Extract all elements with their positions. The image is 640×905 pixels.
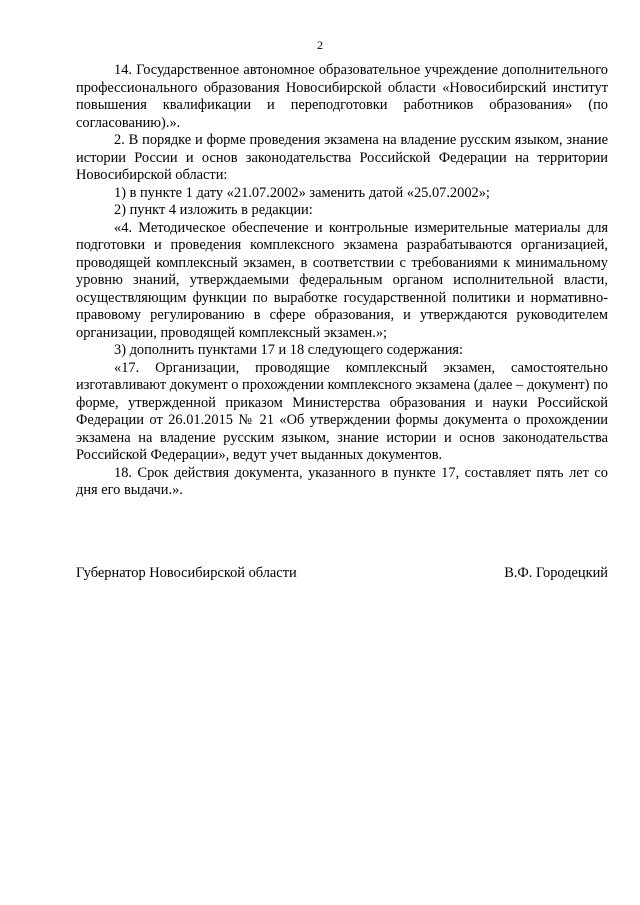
paragraph-date-change: 1) в пункте 1 дату «21.07.2002» заменить датой «25.07.2002»; (114, 184, 490, 201)
paragraph-add-points: 3) дополнить пунктами 17 и 18 следующего содержания: (114, 342, 464, 358)
paragraph-14-institute: 14. Государственное автономное образовательное учреждение дополнительного профессионального образования Новосибирской области «Новосибирский институт повышения квалификации и переподготовки работников образования» (по согласованию).». (76, 62, 608, 131)
paragraph-point-17: «17. Организации, проводящие комплексный экзамен, самостоятельно изготавливают документ о прохождении комплексного экзамена (далее – документ) по форме, утвержденной приказом Министерства образования и науки Российской Федерации от 26.01.2015 № 21 «Об утверждении формы документа о прохождении экзамена на владение русским языком, знание истории и основ законодательства Российской Федерации», ведут учет выданных документов. (76, 359, 608, 463)
paragraph-2-exam-procedure: 2. В порядке и форме проведения экзамена на владение русским языком, знание истории России и основ законодательства Российской Федерации на территории Новосибирской области: (76, 132, 608, 183)
paragraph-point-4-text: «4. Методическое обеспечение и контрольные измерительные материалы для подготовки и проведения комплексного экзамена разрабатываются организацией, проводящей комплексный экзамен, в соответствии с требованиями к минимальному уровню знаний, утверждаемыми федеральным органом исполнительной власти, осуществляющим функции по выработке государственной политики и нормативно-правовому регулированию в сфере образования, и утверждаются руководителем организации, проводящей комплексный экзамен.»; (76, 219, 608, 341)
signatory-position: Губернатор Новосибирской области (76, 565, 297, 581)
paragraph-point-4-edit: 2) пункт 4 изложить в редакции: (114, 202, 313, 218)
page-number: 2 (317, 38, 323, 52)
document-body (76, 62, 608, 500)
signatory-name: В.Ф. Городецкий (504, 565, 608, 581)
paragraph-point-18: 18. Срок действия документа, указанного в пункте 17, составляет пять лет со дня его выдачи.». (76, 464, 608, 498)
signature-block (76, 565, 608, 583)
